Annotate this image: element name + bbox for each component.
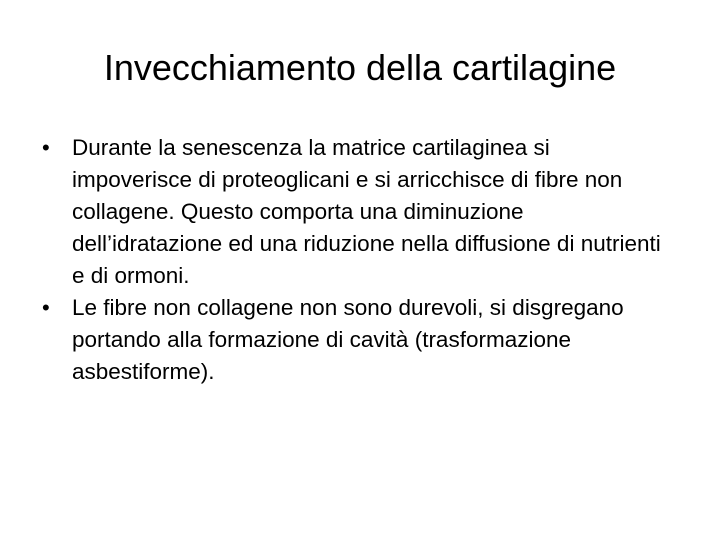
slide-title: Invecchiamento della cartilagine: [103, 47, 617, 88]
bullet-item: [36, 132, 676, 292]
bullet-dot-icon: •: [42, 295, 50, 320]
bullet-text: Le fibre non collagene non sono durevoli, si disgregano portando alla formazione di cavità (trasformazione asbestiforme).: [72, 295, 624, 384]
bullet-list: [36, 132, 676, 388]
bullet-dot-icon: •: [42, 135, 50, 160]
bullet-item: [36, 292, 676, 388]
bullet-text: Durante la senescenza la matrice cartilaginea si impoverisce di proteoglicani e si arricchisce di fibre non collagene. Questo comporta una diminuzione dell’idratazione ed una riduzione nella diffusione di nutrienti e di ormoni.: [72, 135, 661, 288]
